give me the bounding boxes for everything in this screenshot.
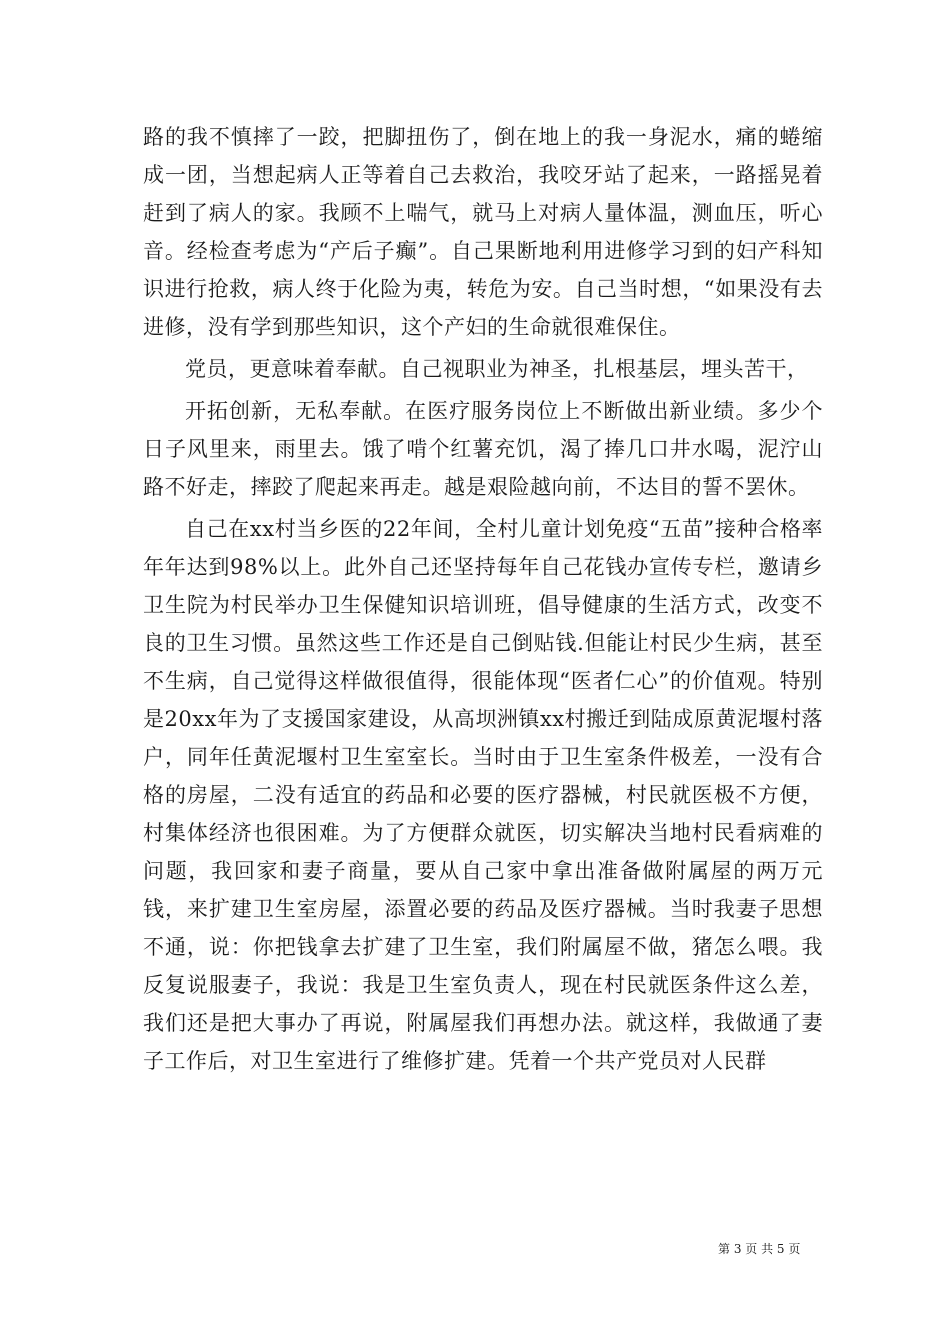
page-number-footer: 第 3 页 共 5 页 xyxy=(718,1242,801,1256)
paragraph-3: 开拓创新，无私奉献。在医疗服务岗位上不断做出新业绩。多少个日子风里来，雨里去。饿了啃个红薯充饥，渴了捧几口井水喝，泥泞山路不好走，摔跤了爬起来再走。越是艰险越向前，不达目的誓不罢休。 xyxy=(143,399,823,499)
paragraph-2: 党员，更意味着奉献。自己视职业为神圣，扎根基层，埋头苦干， xyxy=(185,357,809,381)
document-body xyxy=(143,118,823,1084)
paragraph-4: 自己在xx村当乡医的22年间，全村儿童计划免疫“五苗”接种合格率年年达到98%以上。此外自己还坚持每年自己花钱办宣传专栏，邀请乡卫生院为村民举办卫生保健知识培训班，倡导健康的生活方式，改变不良的卫生习惯。虽然这些工作还是自己倒贴钱.但能让村民少生病，甚至不生病，自己觉得这样做很值得，很能体现“医者仁心”的价值观。特别是20xx年为了支援国家建设，从高坝洲镇xx村搬迁到陆成原黄泥堰村落户，同年任黄泥堰村卫生室室长。当时由于卫生室条件极差，一没有合格的房屋，二没有适宜的药品和必要的医疗器械，村民就医极不方便，村集体经济也很困难。为了方便群众就医，切实解决当地村民看病难的问题，我回家和妻子商量，要从自己家中拿出准备做附属屋的两万元钱，来扩建卫生室房屋，添置必要的药品及医疗器械。当时我妻子思想不通，说：你把钱拿去扩建了卫生室，我们附属屋不做，猪怎么喂。我反复说服妻子，我说：我是卫生室负责人，现在村民就医条件这么差，我们还是把大事办了再说，附属屋我们再想办法。就这样，我做通了妻子工作后，对卫生室进行了维修扩建。凭着一个共产党员对人民群 xyxy=(143,517,823,1073)
paragraph-1: 路的我不慎摔了一跤，把脚扭伤了，倒在地上的我一身泥水，痛的蜷缩成一团，当想起病人正等着自己去救治，我咬牙站了起来，一路摇晃着赶到了病人的家。我顾不上喘气，就马上对病人量体温，测血压，听心音。经检查考虑为“产后子癫”。自己果断地利用进修学习到的妇产科知识进行抢救，病人终于化险为夷，转危为安。自己当时想，“如果没有去进修，没有学到那些知识，这个产妇的生命就很难保住。 xyxy=(143,125,823,339)
